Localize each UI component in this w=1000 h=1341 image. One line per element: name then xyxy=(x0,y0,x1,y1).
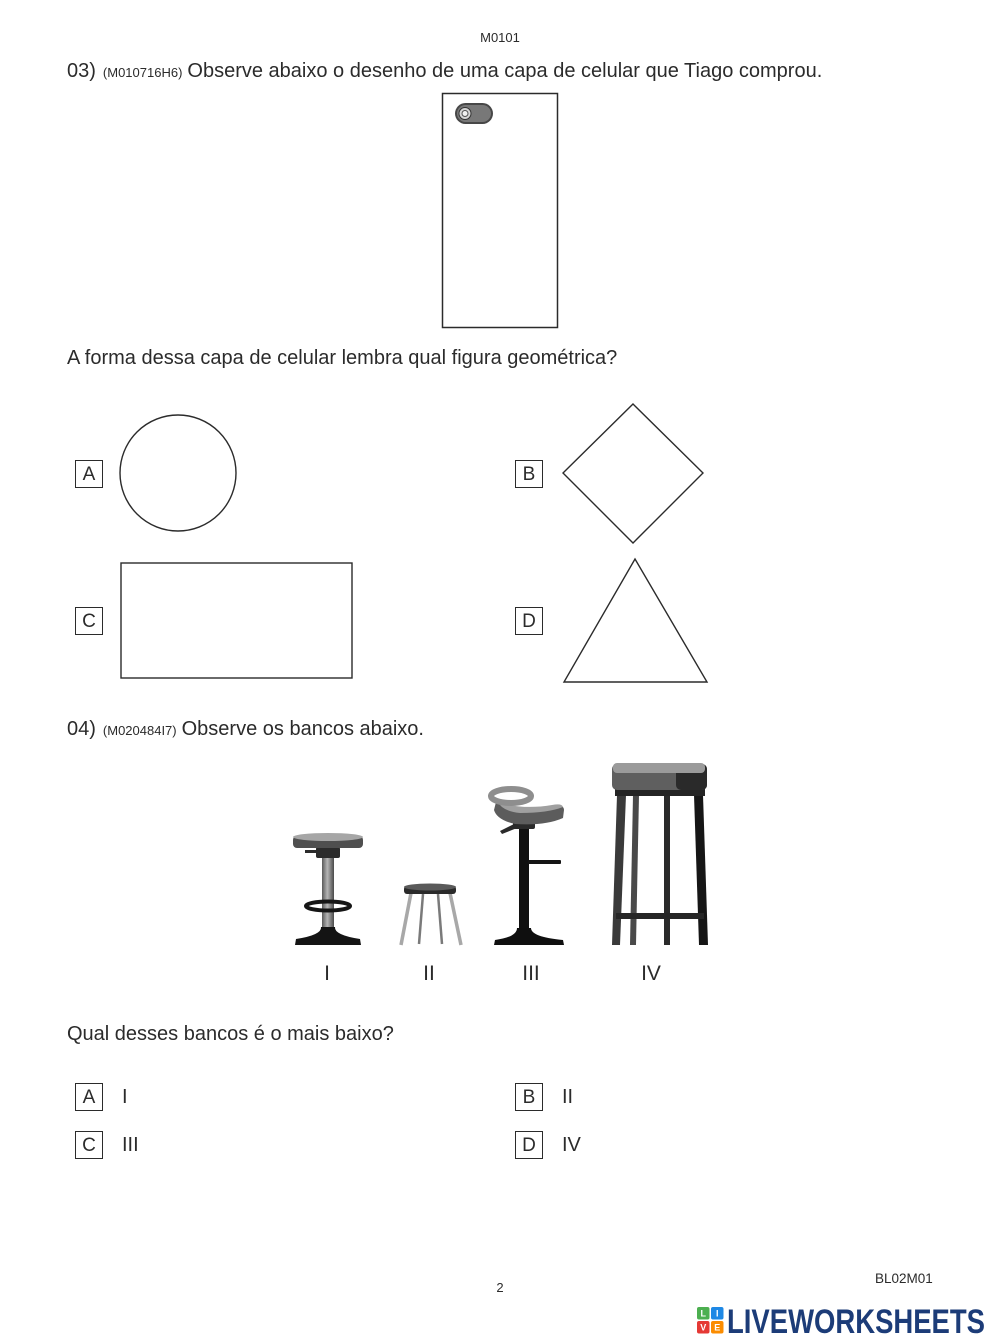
question-03-statement xyxy=(67,61,822,81)
option-c-rectangle xyxy=(121,563,352,678)
liveworksheets-wordmark: LIVEWORKSHEETS xyxy=(727,1303,985,1340)
option-a-box[interactable]: A xyxy=(75,460,103,488)
answer-option-a-value: I xyxy=(122,1086,128,1108)
option-a-circle xyxy=(120,415,236,531)
phone-case-camera xyxy=(455,103,493,124)
page-header-code: M0101 xyxy=(480,30,520,45)
stool-ii xyxy=(401,884,461,946)
liveworksheets-logo-icon xyxy=(697,1307,724,1334)
answer-option-b-value: II xyxy=(562,1086,574,1108)
answer-option-d[interactable] xyxy=(515,1131,581,1159)
stool-i xyxy=(293,833,363,945)
question-03-prompt: A forma dessa capa de celular lembra qual figura geométrica? xyxy=(67,347,618,369)
question-04-statement xyxy=(67,719,424,739)
booklet-code: BL02M01 xyxy=(875,1271,933,1286)
question-03-number: 03) xyxy=(67,60,96,82)
question-03-text: Observe abaixo o desenho de uma capa de celular que Tiago comprou. xyxy=(187,60,823,82)
question-04-text: Observe os bancos abaixo. xyxy=(181,718,424,740)
liveworksheets-logo[interactable] xyxy=(695,1300,995,1340)
answer-option-a-box[interactable]: A xyxy=(75,1083,103,1111)
answer-option-d-box[interactable]: D xyxy=(515,1131,543,1159)
stool-iii xyxy=(491,789,564,945)
answer-option-c-box[interactable]: C xyxy=(75,1131,103,1159)
question-03-code: (M010716H6) xyxy=(102,65,183,80)
answer-option-a[interactable] xyxy=(75,1083,128,1111)
stool-iv xyxy=(612,763,708,945)
option-b-diamond xyxy=(563,404,703,543)
option-d-triangle xyxy=(564,559,707,682)
logo-letter-i: I xyxy=(715,1308,719,1319)
logo-letter-v: V xyxy=(700,1322,707,1333)
option-d-box[interactable]: D xyxy=(515,607,543,635)
stool-label-ii: II xyxy=(423,962,435,985)
page-number: 2 xyxy=(496,1280,504,1295)
answer-option-d-value: IV xyxy=(562,1134,581,1156)
logo-letter-e: E xyxy=(714,1322,721,1333)
answer-option-b[interactable] xyxy=(515,1083,573,1111)
option-c-box[interactable]: C xyxy=(75,607,103,635)
phone-case-outline xyxy=(443,94,558,328)
answer-option-b-box[interactable]: B xyxy=(515,1083,543,1111)
logo-letter-l: L xyxy=(700,1308,706,1319)
question-04-code: (M020484I7) xyxy=(102,723,177,738)
stool-label-iii: III xyxy=(522,962,540,985)
question-04-prompt: Qual desses bancos é o mais baixo? xyxy=(67,1023,394,1045)
answer-option-c-value: III xyxy=(122,1134,139,1156)
stool-label-i: I xyxy=(324,962,330,985)
answer-option-c[interactable] xyxy=(75,1131,139,1159)
stool-label-iv: IV xyxy=(641,962,661,985)
phone-case-drawing xyxy=(443,94,558,328)
option-b-box[interactable]: B xyxy=(515,460,543,488)
question-04-number: 04) xyxy=(67,718,96,740)
